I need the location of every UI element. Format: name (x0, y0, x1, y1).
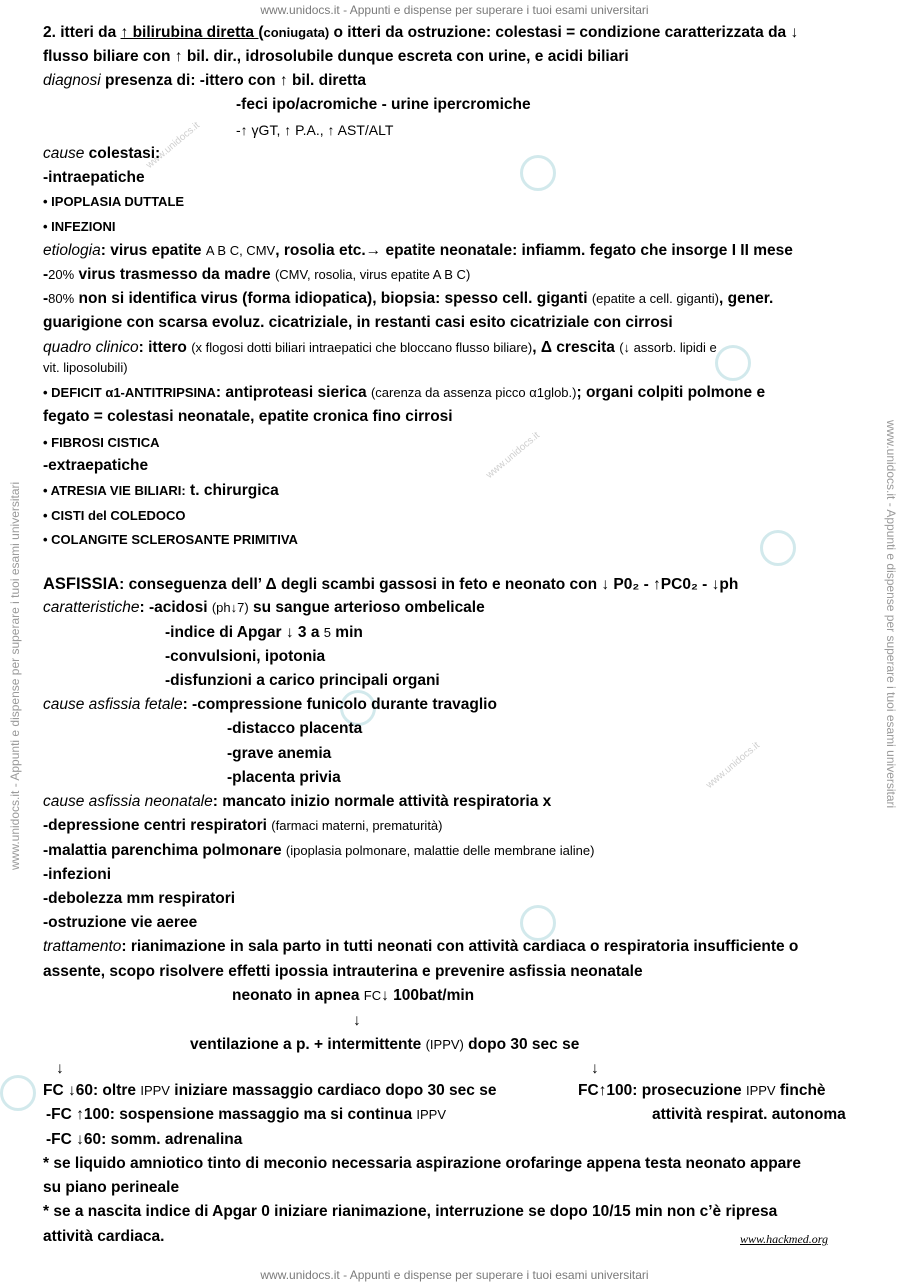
section-heading: ASFISSIA: conseguenza dell’ Δ degli scambi gassosi in feto e neonato con ↓ P0₂ - ↑PC0₂ - ↓ph (43, 575, 739, 593)
text-line: -debolezza mm respiratori (43, 890, 236, 907)
text-line: ventilazione a p. + intermittente (IPPV) dopo 30 sec se (190, 1036, 580, 1053)
text-line: -feci ipo/acromiche - urine ipercromiche (236, 96, 531, 113)
text-line: cause asfissia fetale: -compressione funicolo durante travaglio (43, 696, 497, 713)
text-line: guarigione con scarsa evoluz. cicatriziale, in restanti casi esito cicatriziale con cirrosi (43, 314, 673, 331)
text-line: -grave anemia (227, 745, 332, 762)
text-line: * se liquido amniotico tinto di meconio necessaria aspirazione orofaringe appena testa neonato appare (43, 1155, 801, 1172)
arrow-down: ↓ (353, 1012, 361, 1029)
watermark-bottom: www.unidocs.it - Appunti e dispense per superare i tuoi esami universitari (260, 1268, 649, 1282)
watermark-badge-icon (760, 530, 796, 566)
text-line: diagnosi presenza di: -ittero con ↑ bil. diretta (43, 72, 367, 89)
text-line: -20% virus trasmesso da madre (CMV, rosolia, virus epatite A B C) (43, 266, 471, 283)
text-line: -↑ γGT, ↑ P.A., ↑ AST/ALT (236, 122, 394, 138)
watermark-badge-icon (0, 1075, 36, 1111)
watermark-badge-icon (715, 345, 751, 381)
text-line: attività cardiaca. (43, 1228, 165, 1245)
text-line: -FC ↑100: sospensione massaggio ma si continua IPPV (46, 1106, 446, 1123)
text-line: -infezioni (43, 866, 112, 883)
text-line: -extraepatiche (43, 457, 149, 474)
list-item: • INFEZIONI (43, 219, 116, 234)
watermark-diagonal: www.unidocs.it (704, 740, 762, 791)
arrow-down: ↓ (56, 1060, 64, 1077)
text-line: -disfunzioni a carico principali organi (165, 672, 440, 689)
text-line: caratteristiche: -acidosi (ph↓7) su sangue arterioso ombelicale (43, 599, 485, 616)
text-line: fegato = colestasi neonatale, epatite cronica fino cirrosi (43, 408, 453, 425)
text-line: neonato in apnea FC↓ 100bat/min (232, 987, 475, 1004)
text-line: trattamento: rianimazione in sala parto in tutti neonati con attività cardiaca o respiratoria insufficiente o (43, 938, 799, 955)
watermark-badge-icon (520, 905, 556, 941)
list-item: • COLANGITE SCLEROSANTE PRIMITIVA (43, 532, 298, 547)
list-item: • FIBROSI CISTICA (43, 435, 160, 450)
text-line: -depressione centri respiratori (farmaci materni, prematurità) (43, 817, 443, 834)
text-line: quadro clinico: ittero (x flogosi dotti biliari intraepatici che bloccano flusso biliare), Δ crescita (↓ assorb. lipidi e (43, 339, 717, 356)
text-line: -malattia parenchima polmonare (ipoplasia polmonare, malattie delle membrane ialine) (43, 842, 595, 859)
text-line: * se a nascita indice di Apgar 0 iniziare rianimazione, interruzione se dopo 10/15 min non c’è ripresa (43, 1203, 778, 1220)
text-line: -ostruzione vie aeree (43, 914, 198, 931)
text-line: -indice di Apgar ↓ 3 a 5 min (165, 624, 363, 641)
text-line: -80% non si identifica virus (forma idiopatica), biopsia: spesso cell. giganti (epatite a cell. giganti), gener. (43, 290, 774, 307)
text-line: -placenta privia (227, 769, 341, 786)
text-line: 2. itteri da ↑ bilirubina diretta (coniugata) o itteri da ostruzione: colestasi = condizione caratterizzata da ↓ (43, 24, 799, 41)
list-item: • ATRESIA VIE BILIARI: t. chirurgica (43, 482, 279, 499)
text-line: cause colestasi: (43, 145, 161, 162)
watermark-diagonal: www.unidocs.it (484, 430, 542, 481)
list-item: • IPOPLASIA DUTTALE (43, 194, 185, 209)
text-line: -intraepatiche (43, 169, 145, 186)
text-line: FC↑100: prosecuzione IPPV finchè (578, 1082, 826, 1099)
footer-link[interactable]: www.hackmed.org (740, 1232, 828, 1246)
text-line: assente, scopo risolvere effetti ipossia intrauterina e prevenire asfissia neonatale (43, 963, 643, 980)
text-line: vit. liposolubili) (43, 360, 128, 375)
watermark-top: www.unidocs.it - Appunti e dispense per superare i tuoi esami universitari (260, 3, 649, 17)
text-line: cause asfissia neonatale: mancato inizio normale attività respiratoria x (43, 793, 552, 810)
watermark-diagonal: www.unidocs.it (144, 120, 202, 171)
text-line: attività respirat. autonoma (652, 1106, 846, 1123)
watermark-left: www.unidocs.it - Appunti e dispense per superare i tuoi esami universitari (8, 481, 22, 870)
text-line: FC ↓60: oltre IPPV iniziare massaggio cardiaco dopo 30 sec se (43, 1082, 497, 1099)
text-line: su piano perineale (43, 1179, 180, 1196)
text-line: -distacco placenta (227, 720, 363, 737)
text-line: flusso biliare con ↑ bil. dir., idrosolubile dunque escreta con urine, e acidi biliari (43, 48, 629, 65)
text-line: -convulsioni, ipotonia (165, 648, 326, 665)
arrow-down: ↓ (591, 1060, 599, 1077)
text-line: -FC ↓60: somm. adrenalina (46, 1131, 243, 1148)
list-item: • CISTI del COLEDOCO (43, 508, 186, 523)
watermark-right: www.unidocs.it - Appunti e dispense per superare i tuoi esami universitari (884, 420, 898, 809)
list-item: • DEFICIT α1-ANTITRIPSINA: antiproteasi sierica (carenza da assenza picco α1glob.); organi colpiti polmone e (43, 384, 766, 401)
text-line: etiologia: virus epatite A B C, CMV, rosolia etc.→ epatite neonatale: infiamm. fegato che insorge I II mese (43, 242, 793, 259)
watermark-badge-icon (520, 155, 556, 191)
